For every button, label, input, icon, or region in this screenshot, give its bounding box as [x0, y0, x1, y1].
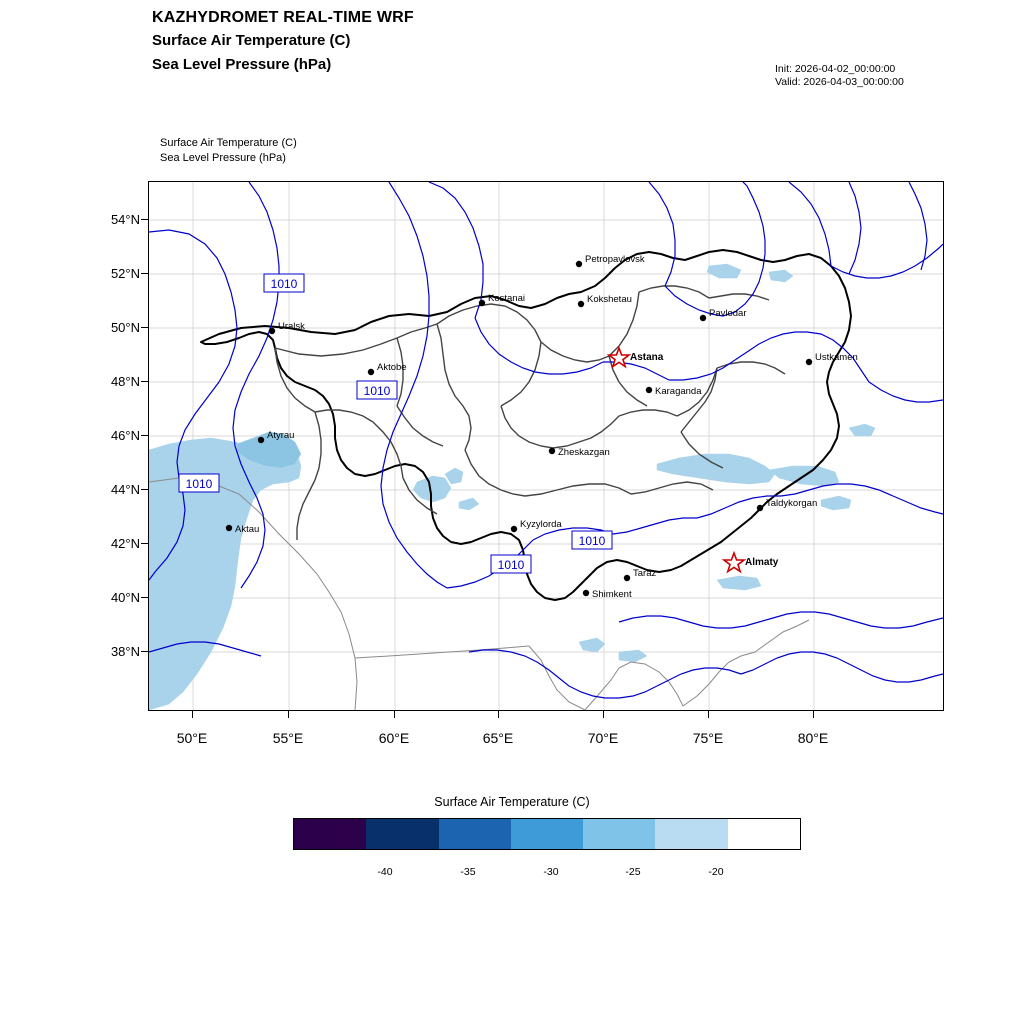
- svg-text:Kostanai: Kostanai: [488, 293, 525, 304]
- svg-text:Pavlodar: Pavlodar: [709, 308, 747, 319]
- water-bodies: [149, 264, 875, 710]
- svg-text:1010: 1010: [270, 277, 298, 291]
- svg-text:Taraz: Taraz: [633, 568, 657, 579]
- colorbar-swatch-7: [728, 819, 800, 849]
- colorbar-swatch-4: [511, 819, 583, 849]
- x-tickmark: [288, 711, 289, 718]
- y-tickmark: [141, 381, 148, 382]
- colorbar: [293, 818, 801, 850]
- colorbar-tick--30: -30: [543, 866, 559, 878]
- y-tick-40N: 40°N: [110, 590, 140, 605]
- x-tick-50E: 50°E: [176, 730, 208, 746]
- x-tick-75E: 75°E: [692, 730, 724, 746]
- x-tickmark: [394, 711, 395, 718]
- y-tick-54N: 54°N: [110, 212, 140, 227]
- y-tick-38N: 38°N: [110, 644, 140, 659]
- x-tickmark: [603, 711, 604, 718]
- map-canvas: [149, 182, 943, 710]
- y-tick-44N: 44°N: [110, 482, 140, 497]
- init-time-label: Init: 2026-04-02_00:00:00: [775, 63, 896, 75]
- y-tickmark: [141, 435, 148, 436]
- svg-text:1010: 1010: [185, 477, 213, 491]
- colorbar-swatch-1: [294, 819, 366, 849]
- y-tickmark: [141, 543, 148, 544]
- y-tickmark: [141, 273, 148, 274]
- svg-text:Kokshetau: Kokshetau: [587, 294, 632, 305]
- plot-label-temperature: Surface Air Temperature (C): [160, 137, 297, 149]
- province-borders: [275, 286, 785, 540]
- x-tick-70E: 70°E: [587, 730, 619, 746]
- colorbar-tick--40: -40: [377, 866, 393, 878]
- map-panel[interactable]: [148, 181, 944, 711]
- svg-text:Uralsk: Uralsk: [278, 321, 305, 332]
- y-tick-48N: 48°N: [110, 374, 140, 389]
- colorbar-tick--35: -35: [460, 866, 476, 878]
- svg-text:Karaganda: Karaganda: [655, 386, 702, 397]
- svg-text:Almaty: Almaty: [745, 557, 779, 568]
- x-tick-65E: 65°E: [482, 730, 514, 746]
- plot-label-pressure: Sea Level Pressure (hPa): [160, 152, 286, 164]
- x-tick-55E: 55°E: [272, 730, 304, 746]
- y-tickmark: [141, 489, 148, 490]
- y-tickmark: [141, 651, 148, 652]
- svg-text:Shimkent: Shimkent: [592, 589, 632, 600]
- y-tick-42N: 42°N: [110, 536, 140, 551]
- x-tick-80E: 80°E: [797, 730, 829, 746]
- colorbar-tick--20: -20: [708, 866, 724, 878]
- svg-text:Astana: Astana: [630, 352, 664, 363]
- svg-text:1010: 1010: [578, 534, 606, 548]
- header-subtitle-pressure: Sea Level Pressure (hPa): [152, 56, 332, 73]
- y-tick-46N: 46°N: [110, 428, 140, 443]
- colorbar-swatch-5: [583, 819, 655, 849]
- svg-text:1010: 1010: [497, 558, 525, 572]
- y-tick-50N: 50°N: [110, 320, 140, 335]
- header-subtitle-temperature: Surface Air Temperature (C): [152, 32, 351, 49]
- colorbar-title: Surface Air Temperature (C): [434, 795, 590, 809]
- svg-text:Ustkamen: Ustkamen: [815, 352, 858, 363]
- y-tickmark: [141, 327, 148, 328]
- svg-text:Aktobe: Aktobe: [377, 362, 407, 373]
- colorbar-swatch-2: [366, 819, 438, 849]
- svg-text:Kyzylorda: Kyzylorda: [520, 519, 562, 530]
- x-tickmark: [498, 711, 499, 718]
- colorbar-swatch-6: [655, 819, 727, 849]
- colorbar-swatch-3: [439, 819, 511, 849]
- y-tickmark: [141, 597, 148, 598]
- svg-text:Taldykorgan: Taldykorgan: [766, 498, 818, 509]
- svg-text:Zheskazgan: Zheskazgan: [558, 447, 610, 458]
- x-tickmark: [192, 711, 193, 718]
- svg-text:Petropavlovsk: Petropavlovsk: [585, 254, 645, 265]
- x-tick-60E: 60°E: [378, 730, 410, 746]
- y-tickmark: [141, 219, 148, 220]
- svg-text:Atyrau: Atyrau: [267, 430, 295, 441]
- x-tickmark: [813, 711, 814, 718]
- y-tick-52N: 52°N: [110, 266, 140, 281]
- svg-text:Aktau: Aktau: [235, 524, 260, 535]
- colorbar-tick--25: -25: [625, 866, 641, 878]
- page-title: KAZHYDROMET REAL-TIME WRF: [152, 9, 414, 26]
- valid-time-label: Valid: 2026-04-03_00:00:00: [775, 76, 904, 88]
- svg-text:1010: 1010: [363, 384, 391, 398]
- x-tickmark: [708, 711, 709, 718]
